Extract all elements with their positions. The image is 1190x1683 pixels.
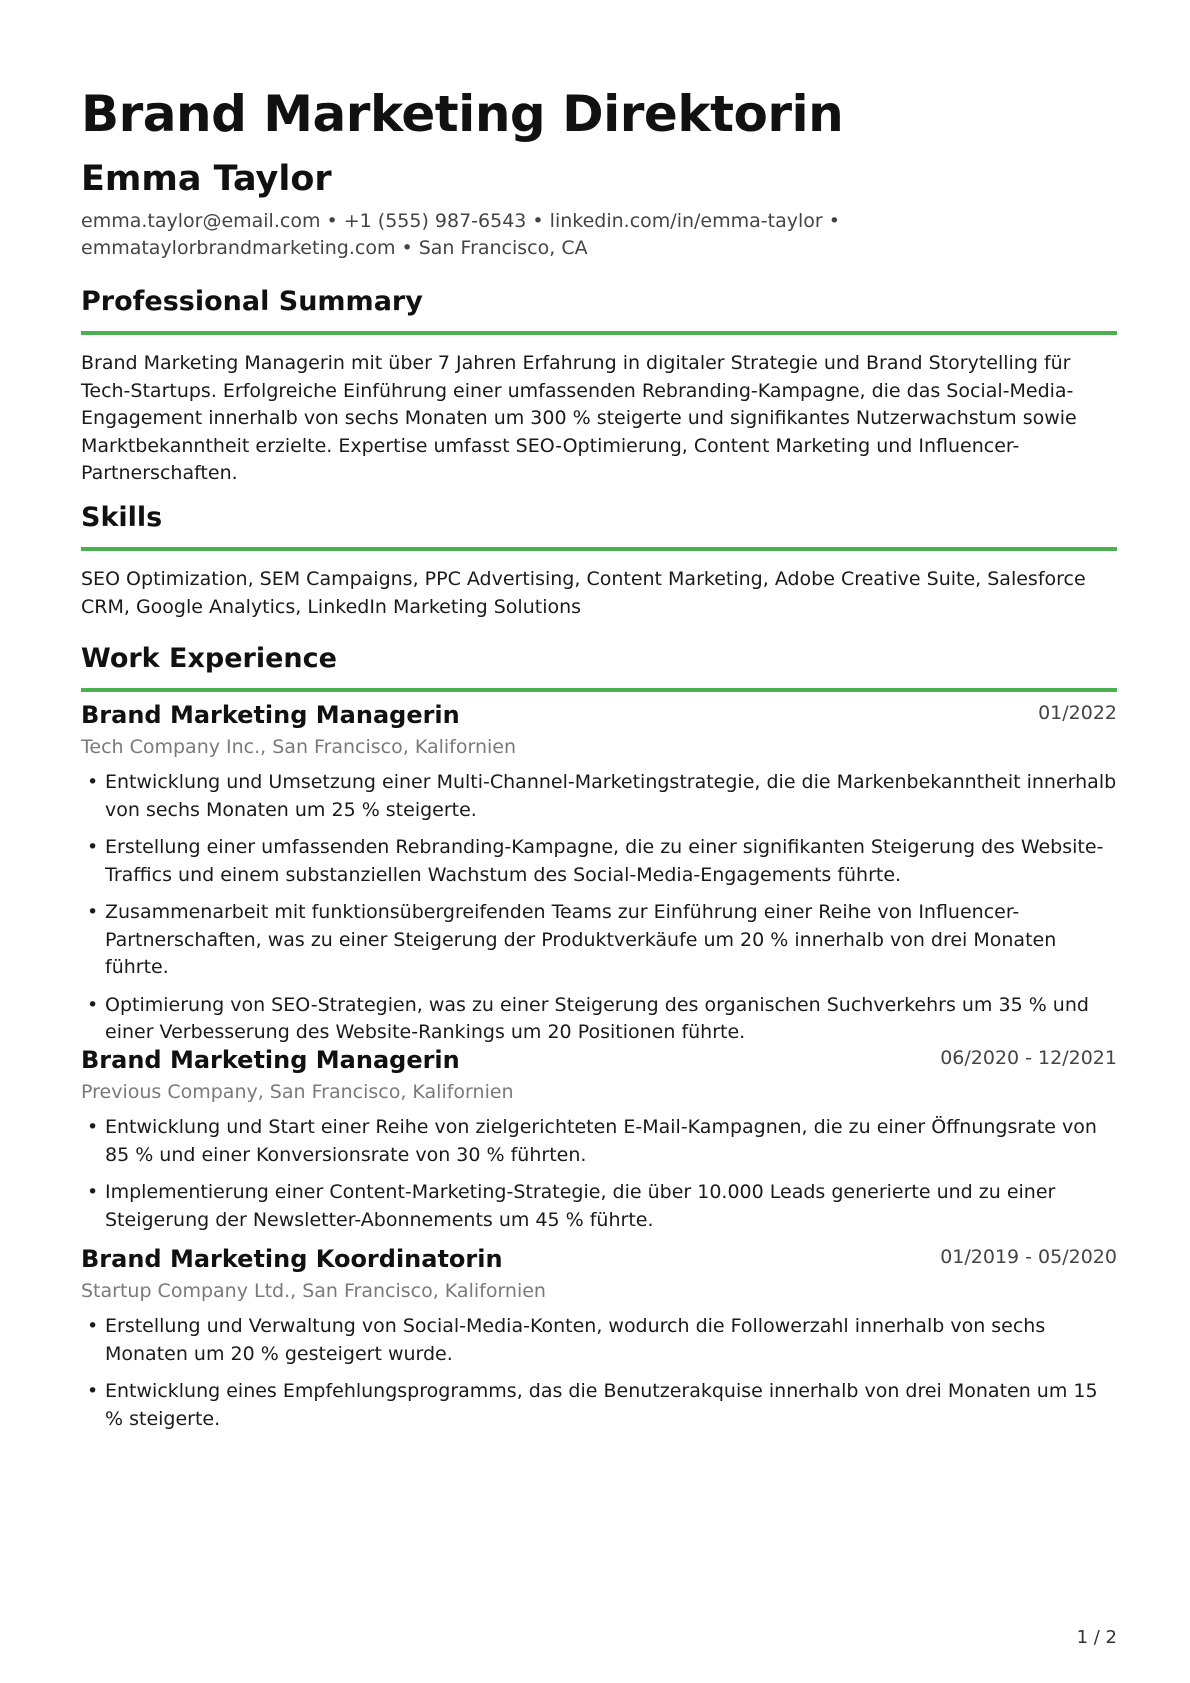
job-entry bbox=[81, 1044, 1117, 1244]
section-divider bbox=[81, 688, 1117, 692]
job-bullets bbox=[81, 1313, 1117, 1433]
job-entry bbox=[81, 1243, 1117, 1443]
bullet-item: • Entwicklung eines Empfehlungsprogramms, das die Benutzerakquise innerhalb von drei Monaten um 15 % steigerte. bbox=[81, 1378, 1117, 1433]
bullet-item: • Zusammenarbeit mit funktionsübergreifenden Teams zur Einführung einer Reihe von Influencer-Partnerschaften, was zu einer Steigerung der Produktverkäufe um 20 % innerhalb von drei Monaten führte. bbox=[81, 899, 1117, 982]
job-bullets bbox=[81, 769, 1117, 1047]
summary-heading: Professional Summary bbox=[81, 286, 423, 317]
job-company: Startup Company Ltd., San Francisco, Kalifornien bbox=[81, 1280, 546, 1302]
bullet-item: • Erstellung einer umfassenden Rebranding-Kampagne, die zu einer signifikanten Steigerung des Website-Traffics und einem substanziellen Wachstum des Social-Media-Engagements führte. bbox=[81, 834, 1117, 889]
job-title: Brand Marketing Managerin bbox=[81, 701, 460, 729]
bullet-item: • Optimierung von SEO-Strategien, was zu einer Steigerung des organischen Suchverkehrs um 35 % und einer Verbesserung des Website-Rankings um 20 Positionen führte. bbox=[81, 992, 1117, 1047]
document-title: Brand Marketing Direktorin bbox=[81, 85, 844, 143]
bullet-item: • Erstellung und Verwaltung von Social-Media-Konten, wodurch die Followerzahl innerhalb von sechs Monaten um 20 % gesteigert wurde. bbox=[81, 1313, 1117, 1368]
job-date: 06/2020 - 12/2021 bbox=[940, 1047, 1117, 1069]
job-entry bbox=[81, 699, 1117, 1057]
job-title: Brand Marketing Koordinatorin bbox=[81, 1245, 503, 1273]
bullet-item: • Entwicklung und Start einer Reihe von zielgerichteten E-Mail-Kampagnen, die zu einer Öffnungsrate von 85 % und einer Konversionsrate von 30 % führten. bbox=[81, 1114, 1117, 1169]
skills-text: SEO Optimization, SEM Campaigns, PPC Advertising, Content Marketing, Adobe Creative Suite, Salesforce CRM, Google Analytics, LinkedIn Marketing Solutions bbox=[81, 568, 1086, 618]
skills-heading: Skills bbox=[81, 502, 163, 533]
contact-line: emma.taylor@email.com • +1 (555) 987-6543 • linkedin.com/in/emma-taylor • emmataylorbrandmarketing.com • San Francisco, CA bbox=[81, 210, 840, 259]
job-title: Brand Marketing Managerin bbox=[81, 1046, 460, 1074]
skills-section bbox=[81, 500, 1117, 621]
bullet-item: • Implementierung einer Content-Marketing-Strategie, die über 10.000 Leads generierte und zu einer Steigerung der Newsletter-Abonnements um 45 % führte. bbox=[81, 1179, 1117, 1234]
section-divider bbox=[81, 331, 1117, 335]
summary-text: Brand Marketing Managerin mit über 7 Jahren Erfahrung in digitaler Strategie und Brand Storytelling für Tech-Startups. Erfolgreiche Einführung einer umfassenden Rebranding-Kampagne, die das Social-Media-Engagement innerhalb von sechs Monaten um 300 % steigerte und signifikantes Nutzerwachstum sowie Marktbekanntheit erzielte. Expertise umfasst SEO-Optimierung, Content Marketing und Influencer-Partnerschaften. bbox=[81, 352, 1077, 484]
summary-section bbox=[81, 284, 1117, 488]
bullet-item: • Entwicklung und Umsetzung einer Multi-Channel-Marketingstrategie, die die Markenbekanntheit innerhalb von sechs Monaten um 25 % steigerte. bbox=[81, 769, 1117, 824]
experience-section bbox=[81, 641, 1117, 692]
experience-heading: Work Experience bbox=[81, 643, 337, 674]
job-bullets bbox=[81, 1114, 1117, 1234]
page-number: 1 / 2 bbox=[1076, 1627, 1117, 1648]
candidate-name: Emma Taylor bbox=[81, 159, 332, 199]
job-date: 01/2019 - 05/2020 bbox=[940, 1246, 1117, 1268]
job-company: Tech Company Inc., San Francisco, Kalifornien bbox=[81, 736, 517, 758]
job-company: Previous Company, San Francisco, Kalifornien bbox=[81, 1081, 514, 1103]
job-date: 01/2022 bbox=[1038, 702, 1117, 724]
section-divider bbox=[81, 547, 1117, 551]
